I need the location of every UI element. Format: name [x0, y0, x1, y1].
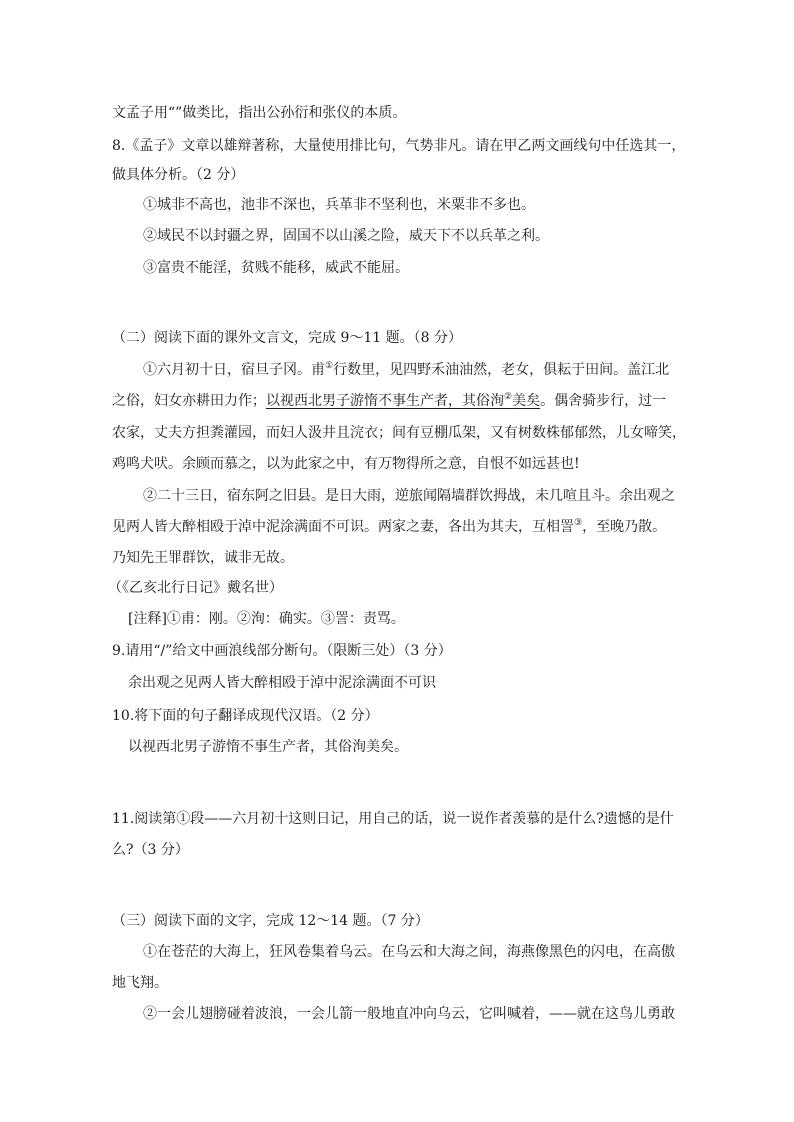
passage2-line3: 乃知先王罪群饮，诚非无故。: [112, 550, 294, 566]
q10-prompt: 10.将下面的句子翻译成现代汉语。（2 分）: [112, 708, 379, 724]
footnote-ref-3: ③: [574, 518, 583, 528]
passage1-line3: 农家，丈夫方担粪灌园，而妇人汲井且浣衣；间有豆棚瓜架，又有树数株郁郁然，儿女啼笑，: [112, 425, 686, 441]
q9-text: 余出观之见两人皆大醉相殴于淖中泥涂满面不可识: [128, 675, 436, 691]
q7-tail-line: 文孟子用“”做类比，指出公孙衍和张仪的本质。: [112, 105, 407, 121]
q10-text: 以视西北男子游惰不事生产者，其俗洵美矣。: [128, 739, 408, 755]
footnotes: [注释]①甫：刚。②洵：确实。③詈：责骂。: [128, 611, 405, 627]
passage2-line2: 见两人皆大醉相殴于淖中泥涂满面不可识。两家之妻，各出为其夫，互相詈③，至晚乃散。: [112, 518, 667, 535]
section2-heading: （二）阅读下面的课外文言文，完成 9～11 题。（8 分）: [112, 330, 462, 346]
q8-option-2: ②域民不以封疆之界，固国不以山溪之险，威天下不以兵革之利。: [143, 228, 549, 244]
q8-option-1: ①城非不高也，池非不深也，兵革非不坚利也，米粟非不多也。: [143, 197, 535, 213]
q8-prompt-line2: 做具体分析。（2 分）: [112, 167, 245, 183]
passage1-line4: 鸡鸣犬吠。余顾而慕之，以为此家之中，有万物得所之意，自恨不如远甚也!: [112, 456, 580, 472]
q8-option-3: ③富贵不能淫，贫贱不能移，威武不能屈。: [143, 260, 409, 276]
passage1-line1: ①六月初十日，宿旦子冈。甫①行数里，见四野禾油油然，老女，俱耘于田间。盖江北: [143, 361, 670, 378]
passage3-line1: ①在苍茫的大海上，狂风卷集着乌云。在乌云和大海之间，海燕像黑色的闪电，在高傲: [143, 944, 675, 960]
footnote-ref-2: ②: [504, 392, 513, 402]
passage-source: （《乙亥北行日记》戴名世）: [108, 580, 283, 596]
q11-prompt-line2: 么?（3 分）: [112, 842, 189, 858]
q11-prompt-line1: 11.阅读第①段——六月初十这则日记，用自己的话，说一说作者羡慕的是什么?遗憾的是什: [112, 811, 674, 827]
passage1-line2: 之俗，妇女亦耕田力作；以视西北男子游惰不事生产者，其俗洵②美矣。偶舍骑步行，过一: [112, 392, 667, 409]
passage3-line2: 地飞翔。: [112, 975, 168, 991]
underlined-sentence: 以视西北男子游惰不事生产者，其俗洵②美矣: [266, 392, 541, 409]
passage3-line3: ②一会儿翅膀碰着波浪，一会儿箭一般地直冲向乌云，它叫喊着，——就在这鸟儿勇敢: [143, 1006, 675, 1022]
footnote-ref-1: ①: [325, 361, 334, 371]
passage2-line1: ②二十三日，宿东阿之旧县。是日大雨，逆旅闻隔墙群饮拇战，未几喧且斗。余出观之: [143, 488, 675, 504]
q8-prompt-line1: 8.《孟子》文章以雄辩著称，大量使用排比句，气势非凡。请在甲乙两文画线句中任选其一，: [112, 138, 686, 154]
section3-heading: （三）阅读下面的文字，完成 12～14 题。（7 分）: [112, 913, 429, 929]
q9-prompt: 9.请用“/”给文中画浪线部分断句。（限断三处）（3 分）: [112, 643, 452, 659]
